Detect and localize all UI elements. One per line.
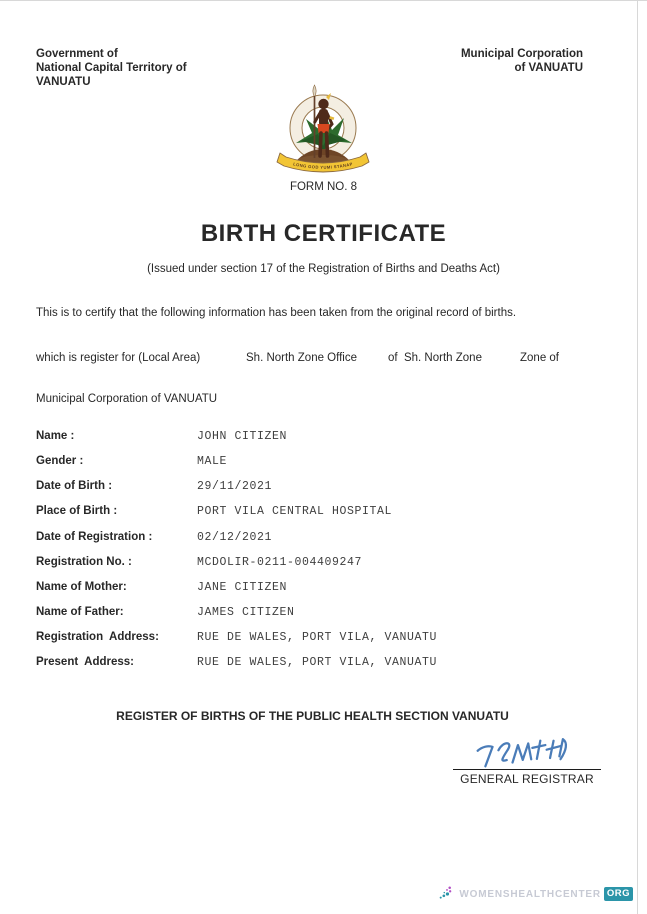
field-row-mother-name bbox=[36, 581, 596, 606]
field-value: 02/12/2021 bbox=[197, 530, 273, 544]
field-value: JANE CITIZEN bbox=[197, 580, 288, 594]
womenshealthcenter-logo-icon bbox=[438, 885, 456, 903]
field-label: Date of Registration : bbox=[36, 530, 153, 543]
register-corporation: Municipal Corporation of VANUATU bbox=[36, 393, 218, 405]
watermark bbox=[438, 885, 633, 903]
field-label: Name of Mother: bbox=[36, 580, 127, 593]
field-value: RUE DE WALES, PORT VILA, VANUATU bbox=[197, 656, 438, 670]
field-row-father-name bbox=[36, 606, 596, 631]
form-number: FORM NO. 8 bbox=[289, 181, 358, 193]
field-value: JAMES CITIZEN bbox=[197, 605, 295, 619]
field-row-registration-address bbox=[36, 631, 596, 656]
signature-block bbox=[453, 736, 601, 786]
field-label: Name : bbox=[36, 430, 75, 442]
header-left-line2: National Capital Territory of bbox=[36, 62, 187, 74]
field-value: MCDOLIR-0211-004409247 bbox=[197, 555, 363, 569]
field-row-date-of-birth bbox=[36, 480, 596, 505]
field-label: Name of Father: bbox=[36, 605, 124, 618]
watermark-badge: ORG bbox=[604, 887, 633, 901]
field-label: Gender : bbox=[36, 455, 84, 468]
certificate-fields bbox=[36, 430, 596, 681]
field-value: 29/11/2021 bbox=[197, 480, 273, 494]
register-zone-office: Sh. North Zone Office bbox=[246, 352, 358, 364]
field-label: Date of Birth : bbox=[36, 480, 113, 493]
signatory-title: GENERAL REGISTRAR bbox=[460, 772, 594, 786]
header-left-line3: VANUATU bbox=[36, 76, 91, 88]
field-label: Place of Birth : bbox=[36, 505, 118, 518]
field-value: MALE bbox=[197, 455, 228, 469]
emblem-motto: LONG GOD YUMI STANAP bbox=[292, 161, 354, 170]
page-edge-line bbox=[637, 1, 638, 914]
field-label: Registration Address: bbox=[36, 631, 159, 644]
field-value: RUE DE WALES, PORT VILA, VANUATU bbox=[197, 631, 438, 645]
header-right-line1: Municipal Corporation bbox=[460, 48, 583, 60]
field-row-gender bbox=[36, 455, 596, 480]
field-row-registration-no bbox=[36, 556, 596, 581]
field-label: Present Address: bbox=[36, 656, 134, 669]
field-row-date-of-registration bbox=[36, 531, 596, 556]
watermark-text: WOMENSHEALTHCENTER bbox=[459, 888, 601, 900]
field-row-place-of-birth bbox=[36, 505, 596, 530]
document-title: BIRTH CERTIFICATE bbox=[200, 220, 447, 247]
field-row-present-address bbox=[36, 656, 596, 681]
header-right-line2: of VANUATU bbox=[514, 62, 583, 74]
register-zone: of Sh. North Zone bbox=[388, 352, 482, 364]
registrar-signature-icon bbox=[467, 736, 587, 769]
field-label: Registration No. : bbox=[36, 555, 132, 568]
field-value: JOHN CITIZEN bbox=[197, 430, 288, 443]
register-zone-of: Zone of bbox=[520, 352, 559, 364]
document-subtitle: (Issued under section 17 of the Registration of Births and Deaths Act) bbox=[147, 263, 500, 275]
field-row-name bbox=[36, 430, 596, 455]
vanuatu-coat-of-arms-icon bbox=[268, 83, 378, 181]
register-line-label: which is register for (Local Area) bbox=[36, 352, 201, 364]
certify-statement: This is to certify that the following information has been taken from the original record of births. bbox=[36, 307, 517, 319]
register-of-births-title: REGISTER OF BIRTHS OF THE PUBLIC HEALTH SECTION VANUATU bbox=[116, 709, 509, 723]
register-area-line bbox=[0, 352, 647, 368]
field-value: PORT VILA CENTRAL HOSPITAL bbox=[197, 505, 393, 519]
header-left-line1: Government of bbox=[36, 48, 118, 60]
issuing-authority-right bbox=[461, 47, 583, 75]
issuing-authority-left bbox=[36, 47, 187, 89]
